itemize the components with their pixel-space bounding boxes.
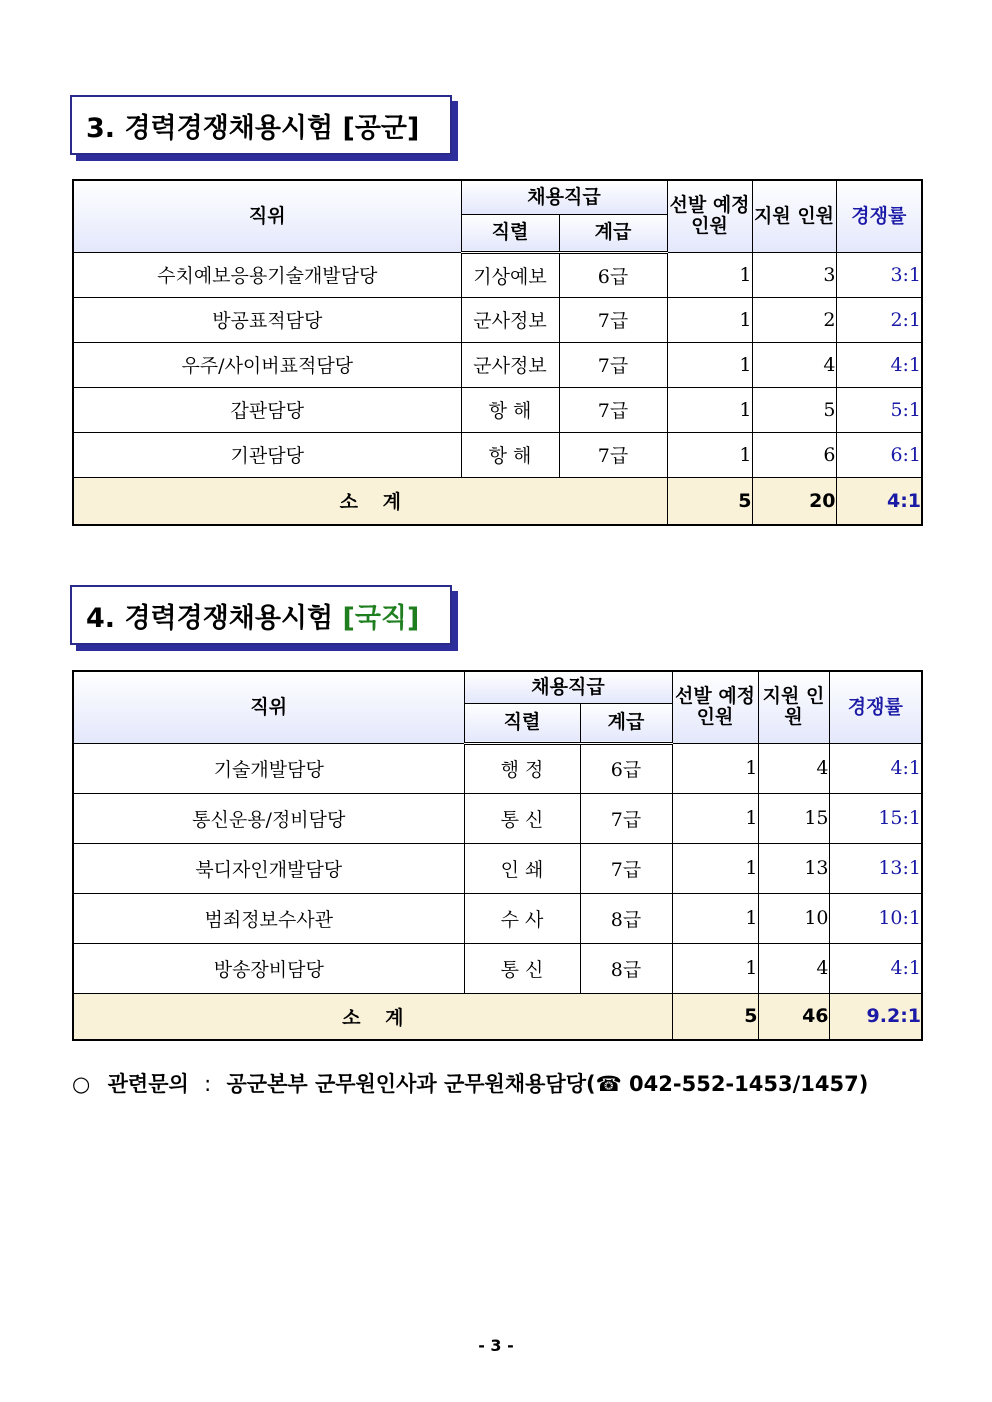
- cell-series: 군사정보: [461, 297, 559, 342]
- cell-series: 항 해: [461, 432, 559, 477]
- contact-colon: :: [204, 1072, 212, 1096]
- cell-ratio: 5:1: [836, 387, 922, 432]
- cell-grade: 8급: [580, 893, 672, 943]
- cell-position: 기술개발담당: [73, 743, 464, 793]
- cell-grade: 7급: [559, 387, 667, 432]
- cell-position: 갑판담당: [73, 387, 461, 432]
- cell-grade: 7급: [580, 843, 672, 893]
- cell-planned: 1: [672, 893, 758, 943]
- cell-grade: 7급: [580, 793, 672, 843]
- cell-grade: 7급: [559, 297, 667, 342]
- cell-applicants: 4: [758, 943, 829, 993]
- cell-position: 북디자인개발담당: [73, 843, 464, 893]
- table-row: [73, 297, 922, 342]
- section4-title-highlight: [국직]: [342, 602, 420, 634]
- table-row: [73, 252, 922, 297]
- cell-applicants: 13: [758, 843, 829, 893]
- subtotal-planned: 5: [672, 993, 758, 1040]
- cell-ratio: 4:1: [829, 943, 922, 993]
- cell-applicants: 4: [752, 342, 836, 387]
- cell-ratio: 2:1: [836, 297, 922, 342]
- table-row: [73, 387, 922, 432]
- header-grade: 계급: [580, 703, 672, 743]
- subtotal-row: [73, 993, 922, 1040]
- contact-info: [72, 1068, 868, 1098]
- cell-planned: 1: [672, 793, 758, 843]
- section3-title: [70, 95, 452, 155]
- header-applicants: 지원 인원: [752, 180, 836, 252]
- section4-table: [72, 670, 923, 1041]
- cell-position: 우주/사이버표적담당: [73, 342, 461, 387]
- cell-planned: 1: [672, 943, 758, 993]
- table-row: [73, 943, 922, 993]
- cell-planned: 1: [667, 252, 752, 297]
- subtotal-label: 소 계: [73, 993, 672, 1040]
- contact-label: 관련문의: [107, 1072, 189, 1096]
- table-row: [73, 893, 922, 943]
- cell-ratio: 6:1: [836, 432, 922, 477]
- cell-position: 범죄정보수사관: [73, 893, 464, 943]
- section3-title-text: 3. 경력경쟁채용시험 [공군]: [86, 112, 420, 144]
- header-applicants: 지원 인원: [758, 671, 829, 743]
- header-grade-group: 채용직급: [464, 671, 672, 703]
- cell-position: 수치예보응용기술개발담당: [73, 252, 461, 297]
- header-planned: 선발 예정 인원: [667, 180, 752, 252]
- cell-ratio: 13:1: [829, 843, 922, 893]
- cell-series: 기상예보: [461, 252, 559, 297]
- header-position: 직위: [73, 671, 464, 743]
- table-row: [73, 793, 922, 843]
- header-grade: 계급: [559, 214, 667, 252]
- cell-grade: 7급: [559, 342, 667, 387]
- cell-series: 항 해: [461, 387, 559, 432]
- header-planned: 선발 예정 인원: [672, 671, 758, 743]
- contact-text: 공군본부 군무원인사과 군무원채용담당(☎ 042-552-1453/1457): [226, 1072, 869, 1096]
- cell-position: 방공표적담당: [73, 297, 461, 342]
- cell-grade: 6급: [559, 252, 667, 297]
- cell-ratio: 4:1: [836, 342, 922, 387]
- cell-applicants: 15: [758, 793, 829, 843]
- subtotal-applicants: 46: [758, 993, 829, 1040]
- header-series: 직렬: [461, 214, 559, 252]
- subtotal-ratio: 9.2:1: [829, 993, 922, 1040]
- cell-grade: 8급: [580, 943, 672, 993]
- cell-planned: 1: [667, 432, 752, 477]
- cell-applicants: 2: [752, 297, 836, 342]
- subtotal-ratio: 4:1: [836, 477, 922, 525]
- cell-series: 행 정: [464, 743, 580, 793]
- cell-planned: 1: [667, 297, 752, 342]
- circle-bullet-icon: ○: [72, 1072, 91, 1096]
- cell-applicants: 3: [752, 252, 836, 297]
- cell-applicants: 4: [758, 743, 829, 793]
- table-row: [73, 743, 922, 793]
- subtotal-applicants: 20: [752, 477, 836, 525]
- cell-ratio: 4:1: [829, 743, 922, 793]
- cell-planned: 1: [667, 387, 752, 432]
- cell-position: 방송장비담당: [73, 943, 464, 993]
- cell-position: 통신운용/정비담당: [73, 793, 464, 843]
- header-series: 직렬: [464, 703, 580, 743]
- cell-series: 통 신: [464, 943, 580, 993]
- section3-table: [72, 179, 923, 526]
- cell-planned: 1: [667, 342, 752, 387]
- table-row: [73, 432, 922, 477]
- subtotal-label: 소 계: [73, 477, 667, 525]
- cell-series: 수 사: [464, 893, 580, 943]
- cell-series: 군사정보: [461, 342, 559, 387]
- cell-ratio: 3:1: [836, 252, 922, 297]
- header-ratio: 경쟁률: [829, 671, 922, 743]
- cell-grade: 6급: [580, 743, 672, 793]
- cell-planned: 1: [672, 843, 758, 893]
- cell-ratio: 10:1: [829, 893, 922, 943]
- subtotal-row: [73, 477, 922, 525]
- cell-position: 기관담당: [73, 432, 461, 477]
- cell-series: 인 쇄: [464, 843, 580, 893]
- table-row: [73, 342, 922, 387]
- header-grade-group: 채용직급: [461, 180, 667, 214]
- table-row: [73, 843, 922, 893]
- cell-applicants: 6: [752, 432, 836, 477]
- page-number: - 3 -: [478, 1336, 514, 1355]
- cell-planned: 1: [672, 743, 758, 793]
- cell-applicants: 5: [752, 387, 836, 432]
- subtotal-planned: 5: [667, 477, 752, 525]
- section4-title: [70, 585, 452, 645]
- cell-series: 통 신: [464, 793, 580, 843]
- header-ratio: 경쟁률: [836, 180, 922, 252]
- section4-title-text: 4. 경력경쟁채용시험: [86, 602, 343, 634]
- cell-grade: 7급: [559, 432, 667, 477]
- cell-ratio: 15:1: [829, 793, 922, 843]
- cell-applicants: 10: [758, 893, 829, 943]
- header-position: 직위: [73, 180, 461, 252]
